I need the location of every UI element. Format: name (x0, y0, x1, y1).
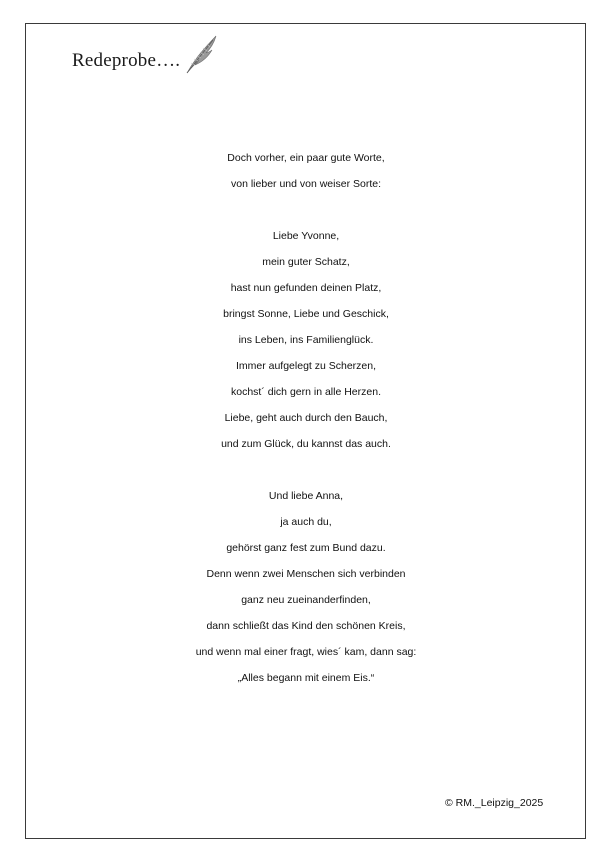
poem-line: bringst Sonne, Liebe und Geschick, (223, 308, 389, 320)
stanza-intro (0, 150, 612, 202)
page-title: Redeprobe…. (72, 50, 181, 71)
stanza-gap (0, 462, 612, 488)
poem-line: dann schließt das Kind den schönen Kreis, (206, 620, 406, 632)
stanza-anna (0, 488, 612, 696)
poem-line: Doch vorher, ein paar gute Worte, (227, 152, 385, 164)
poem-line: und zum Glück, du kannst das auch. (221, 438, 391, 450)
poem-line: Denn wenn zwei Menschen sich verbinden (206, 568, 406, 580)
poem-line: von lieber und von weiser Sorte: (231, 178, 381, 190)
poem-line: ins Leben, ins Familienglück. (238, 334, 374, 346)
poem-line: mein guter Schatz, (262, 256, 350, 268)
poem-line: Liebe, geht auch durch den Bauch, (224, 412, 388, 424)
poem-line: Und liebe Anna, (268, 490, 344, 502)
poem (0, 150, 612, 696)
quill-feather-icon (185, 34, 219, 74)
poem-line: ja auch du, (280, 516, 332, 528)
poem-line: kochst´ dich gern in alle Herzen. (231, 386, 381, 398)
poem-line: Immer aufgelegt zu Scherzen, (235, 360, 377, 372)
copyright-footer: © RM._Leipzig_2025 (445, 797, 544, 809)
poem-line: gehörst ganz fest zum Bund dazu. (226, 542, 386, 554)
poem-line: „Alles begann mit einem Eis.“ (237, 672, 375, 684)
poem-line: und wenn mal einer fragt, wies´ kam, dann sag: (195, 646, 417, 658)
stanza-yvonne (0, 228, 612, 462)
poem-line: hast nun gefunden deinen Platz, (230, 282, 382, 294)
poem-line: ganz neu zueinanderfinden, (241, 594, 371, 606)
poem-line: Liebe Yvonne, (272, 230, 340, 242)
stanza-gap (0, 202, 612, 228)
